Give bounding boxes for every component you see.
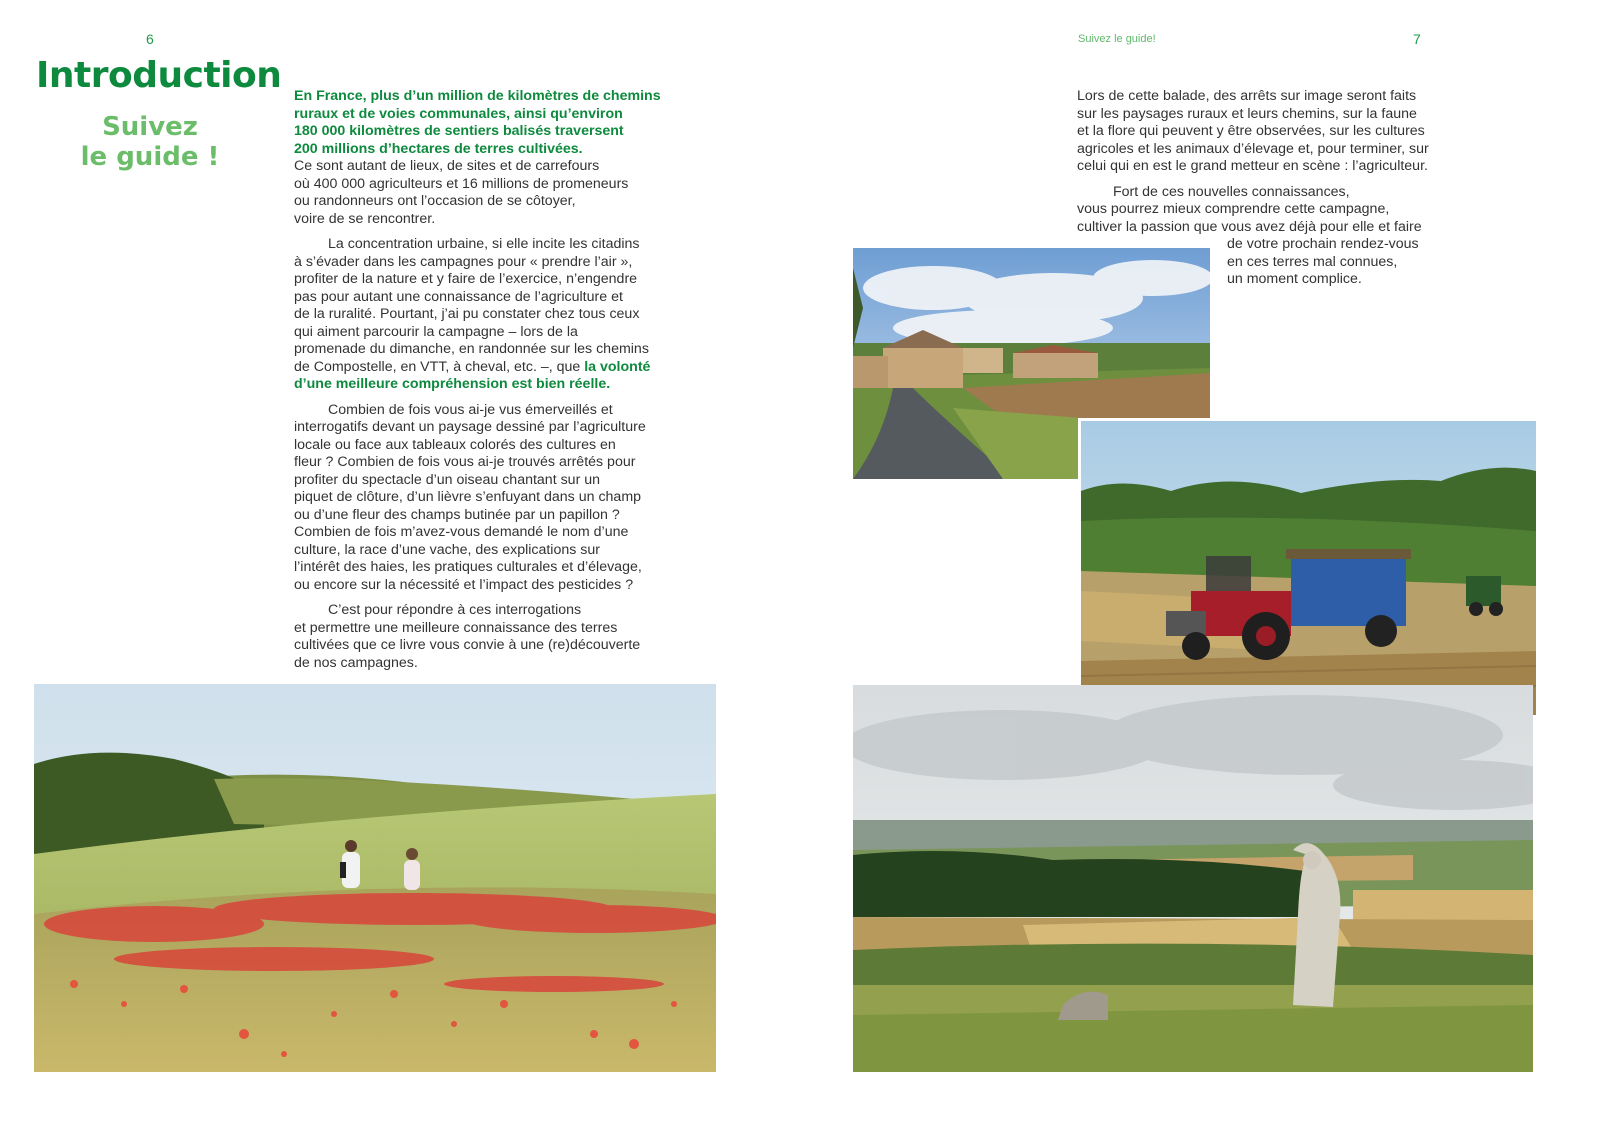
running-head: Suivez le guide! — [1078, 33, 1156, 45]
text-line: cultiver la passion que vous avez déjà pour elle et faire — [1077, 218, 1422, 235]
paragraph-3 — [294, 402, 714, 595]
page-number-left: 6 — [146, 31, 154, 47]
text-line: où 400 000 agriculteurs et 16 millions de promeneurs — [294, 175, 629, 192]
text-line: qui aiment parcourir la campagne – lors de la — [294, 323, 578, 340]
text-line: ou d’une fleur des champs butinée par un papillon ? — [294, 506, 620, 523]
text-line: profiter du spectacle d’un oiseau chantant sur un — [294, 471, 601, 488]
text-line: interrogatifs devant un paysage dessiné par l’agriculture — [294, 419, 646, 435]
text-line: un moment complice. — [1227, 271, 1362, 287]
text-line: voire de se rencontrer. — [294, 210, 436, 227]
subtitle-line-2: le guide ! — [80, 142, 220, 172]
text-line: ou randonneurs ont l’occasion de se côtoyer, — [294, 193, 576, 209]
text-line: et la flore qui peuvent y être observées, sur les cultures — [1077, 123, 1425, 139]
text-line: et permettre une meilleure connaissance des terres — [294, 619, 618, 636]
text-line: Combien de fois m’avez-vous demandé le nom d’une — [294, 524, 629, 540]
text-line: pas pour autant une connaissance de l’agriculture et — [294, 288, 623, 305]
text-line: La concentration urbaine, si elle incite les citadins — [328, 236, 640, 252]
text-line: celui qui en est le grand metteur en scène : l’agriculteur. — [1077, 158, 1428, 174]
lead-line: En France, plus d’un million de kilomètres de chemins — [294, 88, 661, 104]
paragraph-4 — [294, 602, 714, 672]
text-line: Ce sont autant de lieux, de sites et de carrefours — [294, 158, 600, 174]
text-line: C’est pour répondre à ces interrogations — [328, 602, 582, 618]
text-line: l’intérêt des haies, les pratiques culturales et d’élevage, — [294, 559, 642, 575]
poppy-field-photo — [34, 684, 716, 1072]
tractor-harvest-photo — [1078, 418, 1536, 715]
statue-landscape-photo — [853, 685, 1533, 1072]
text-line: ou encore sur la nécessité et l’impact des pesticides ? — [294, 576, 634, 593]
paragraph-1 — [294, 88, 714, 228]
emphasis-text: la volonté — [584, 358, 651, 375]
text-line: en ces terres mal connues, — [1227, 253, 1398, 270]
text-line: piquet de clôture, d’un lièvre s’enfuyant dans un champ — [294, 489, 642, 505]
text-line: fleur ? Combien de fois vous ai-je trouvés arrêtés pour — [294, 454, 636, 470]
text-line: agricoles et les animaux d’élevage et, pour terminer, sur — [1077, 140, 1429, 157]
paragraph-5 — [1077, 88, 1487, 176]
emphasis-text: d’une meilleure compréhension est bien réelle. — [294, 376, 611, 392]
text-line: à s’évader dans les campagnes pour « prendre l’air », — [294, 253, 633, 270]
subtitle-line-1: Suivez — [102, 112, 198, 142]
text-line: Lors de cette balade, des arrêts sur image seront faits — [1077, 88, 1417, 104]
text-line: promenade du dimanche, en randonnée sur les chemins — [294, 341, 649, 357]
text-line: Combien de fois vous ai-je vus émerveillés et — [328, 401, 613, 418]
text-line: sur les paysages ruraux et leurs chemins, sur la faune — [1077, 105, 1417, 122]
text-line: de Compostelle, en VTT, à cheval, etc. –, que — [294, 358, 585, 375]
text-line: de nos campagnes. — [294, 654, 418, 671]
lead-line: 200 millions d’hectares de terres cultivées. — [294, 140, 583, 157]
text-line: Fort de ces nouvelles connaissances, — [1113, 183, 1350, 200]
text-line: locale ou face aux tableaux colorés des cultures en — [294, 436, 616, 453]
text-line: de votre prochain rendez-vous — [1227, 236, 1419, 252]
text-line: de la ruralité. Pourtant, j’ai pu constater chez tous ceux — [294, 306, 640, 322]
page-number-right: 7 — [1413, 31, 1421, 47]
text-line: profiter de la nature et y faire de l’exercice, n’engendre — [294, 271, 638, 287]
lead-line: ruraux et de voies communales, ainsi qu’environ — [294, 105, 623, 122]
text-line: vous pourrez mieux comprendre cette campagne, — [1077, 201, 1390, 217]
lead-line: 180 000 kilomètres de sentiers balisés traversent — [294, 123, 624, 139]
text-line: cultivées que ce livre vous convie à une (re)découverte — [294, 637, 641, 653]
page-subtitle — [60, 112, 240, 172]
page-title: Introduction — [36, 55, 282, 96]
intro-text — [294, 88, 714, 680]
text-line: culture, la race d’une vache, des explications sur — [294, 541, 600, 558]
paragraph-2 — [294, 236, 714, 394]
